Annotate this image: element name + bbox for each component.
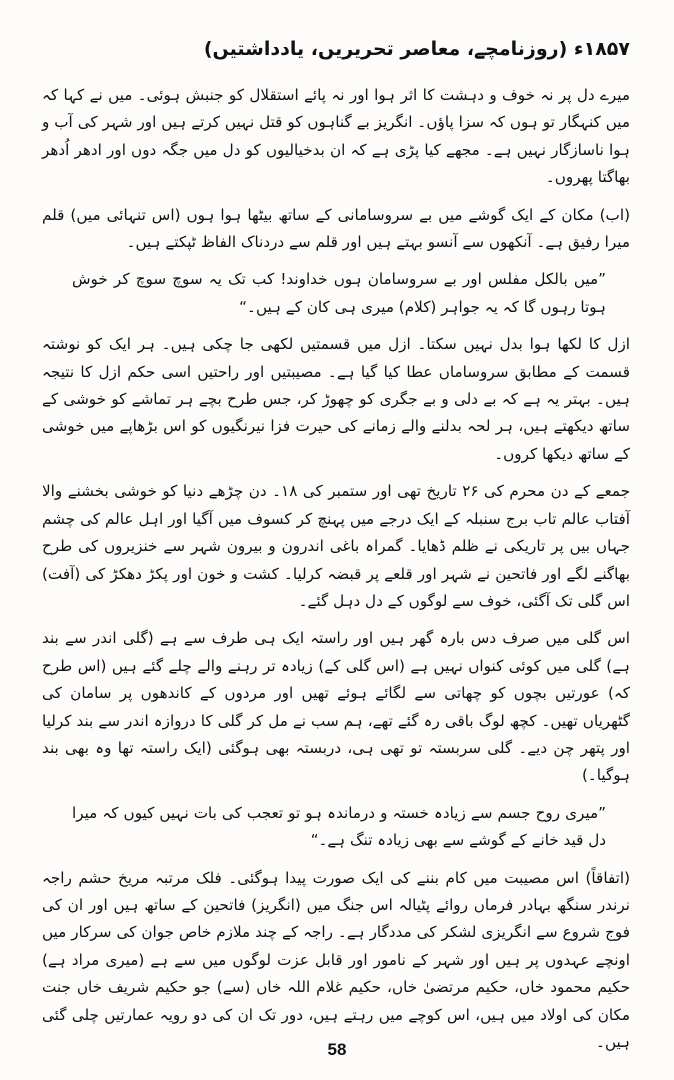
paragraph: (اب) مکان کے ایک گوشے میں بے سروسامانی کے ساتھ بیٹھا ہوا ہوں (اس تنہائی میں) قلم میرا رفیق ہے۔ آنکھوں سے آنسو بہتے ہیں اور قلم سے دردناک الفاظ ٹپکتے ہیں۔ — [42, 205, 630, 252]
verse-quote: ”میں بالکل مفلس اور بے سروسامان ہوں خداوند! کب تک یہ سوچ سوچ کر خوش ہوتا رہوں گا کہ یہ جواہر (کلام) میری ہی کان کے ہیں۔“ — [72, 270, 606, 316]
paragraph: اس گلی میں صرف دس بارہ گھر ہیں اور راستہ ایک ہی طرف سے ہے (گلی اندر سے بند ہے) گلی میں کوئی کنواں نہیں ہے (اس گلی کے) زیادہ تر رہنے والے چلے گئے ہیں (اس طرح کہ) عورتیں بچوں کو چھاتی سے لگائے ہوئے تھیں اور مردوں کے کاندھوں پر سامان کی گٹھریاں تھیں۔ کچھ لوگ باقی رہ گئے تھے، ہم سب نے مل کر گلی کا دروازہ اندر سے بند کرلیا اور پتھر چن دیے۔ گلی سربستہ تو تھی ہی، دربستہ بھی ہوگئی (ایک راستہ تھا وہ بھی بند ہوگیا۔) — [42, 629, 630, 785]
paragraph: جمعے کے دن محرم کی ۲۶ تاریخ تھی اور ستمبر کی ۱۸۔ دن چڑھے دنیا کو خوشی بخشنے والا آفتاب عالم تاب برج سنبلہ کے ایک درجے میں پہنچ کر کسوف میں آگیا اور اہل عالم کی چشم جہاں بیں پر تاریکی نے ظلم ڈھایا۔ گمراہ باغی اندرون و بیرون شہر سے خنزیروں کی طرح بھاگنے لگے اور فاتحین نے شہر اور قلعے پر قبضہ کرلیا۔ کشت و خون اور پکڑ دھکڑ کی (آفت) اس گلی تک آگئی، خوف سے لوگوں کے دل دہل گئے۔ — [42, 482, 630, 610]
paragraph: میرے دل پر نہ خوف و دہشت کا اثر ہوا اور نہ پائے استقلال کو جنبش ہوئی۔ میں نے کہا کہ میں کنہگار تو ہوں کہ سزا پاؤں۔ انگریز بے گناہوں کو قتل نہیں کرتے ہیں اور شہر کی آب و ہوا ناسازگار نہیں ہے۔ مجھے کیا پڑی ہے کہ ان بدخیالیوں کو دل میں جگہ دوں اور ادھر اُدھر بھاگتا پھروں۔ — [42, 86, 630, 187]
paragraph: (اتفاقاً) اس مصیبت میں کام بننے کی ایک صورت پیدا ہوگئی۔ فلک مرتبہ مریخ حشم راجہ نرندر سنگھ بہادر فرماں روائے پٹیالہ اس جنگ میں (انگریز) فاتحین کے ساتھ ہیں اور ان کی فوج شروع سے انگریزی لشکر کی مددگار ہے۔ راجہ کے چند ملازم خاص جوان کی سرکار میں اونچے عہدوں پر ہیں اور شہر کے نامور اور قابل عزت لوگوں میں سے ہے (میری مراد ہے) حکیم محمود خاں، حکیم مرتضیٰ خاں، حکیم غلام اللہ خاں (سے) جو حکیم شریف خاں جنت مکان کی اولاد میں ہیں، اس کوچے میں رہتے ہیں، دور تک ان کی دو رویہ عمارتیں چلی گئی ہیں۔ — [42, 868, 630, 1051]
running-header: ۱۸۵۷ء (روزنامچے، معاصر تحریریں، یادداشتیں) — [203, 38, 630, 60]
paragraph: ازل کا لکھا ہوا بدل نہیں سکتا۔ ازل میں قسمتیں لکھی جا چکی ہیں۔ ہر ایک کو نوشتہ قسمت کے مطابق سروساماں عطا کیا گیا ہے۔ مصیبتیں اور راحتیں اسی حکم ازل کا نتیجہ ہیں۔ بہتر یہ ہے کہ بے دلی و بے جگری کو چھوڑ کر، جس طرح بچے ہر تماشے کو خوشی کے ساتھ دیکھتے ہیں، ہر لحہ بدلنے والے زمانے کی حیرت فزا نیرنگیوں کو اس بڑھاپے میں خوشی کے ساتھ دیکھا کروں۔ — [42, 335, 630, 463]
page-number: 58 — [327, 1040, 347, 1059]
verse-quote: ”میری روح جسم سے زیادہ خستہ و درماندہ ہو تو تعجب کی بات نہیں کیوں کہ میرا دل قید خانے کے گوشے سے بھی زیادہ تنگ ہے۔“ — [72, 803, 606, 850]
page-body — [42, 82, 630, 1056]
